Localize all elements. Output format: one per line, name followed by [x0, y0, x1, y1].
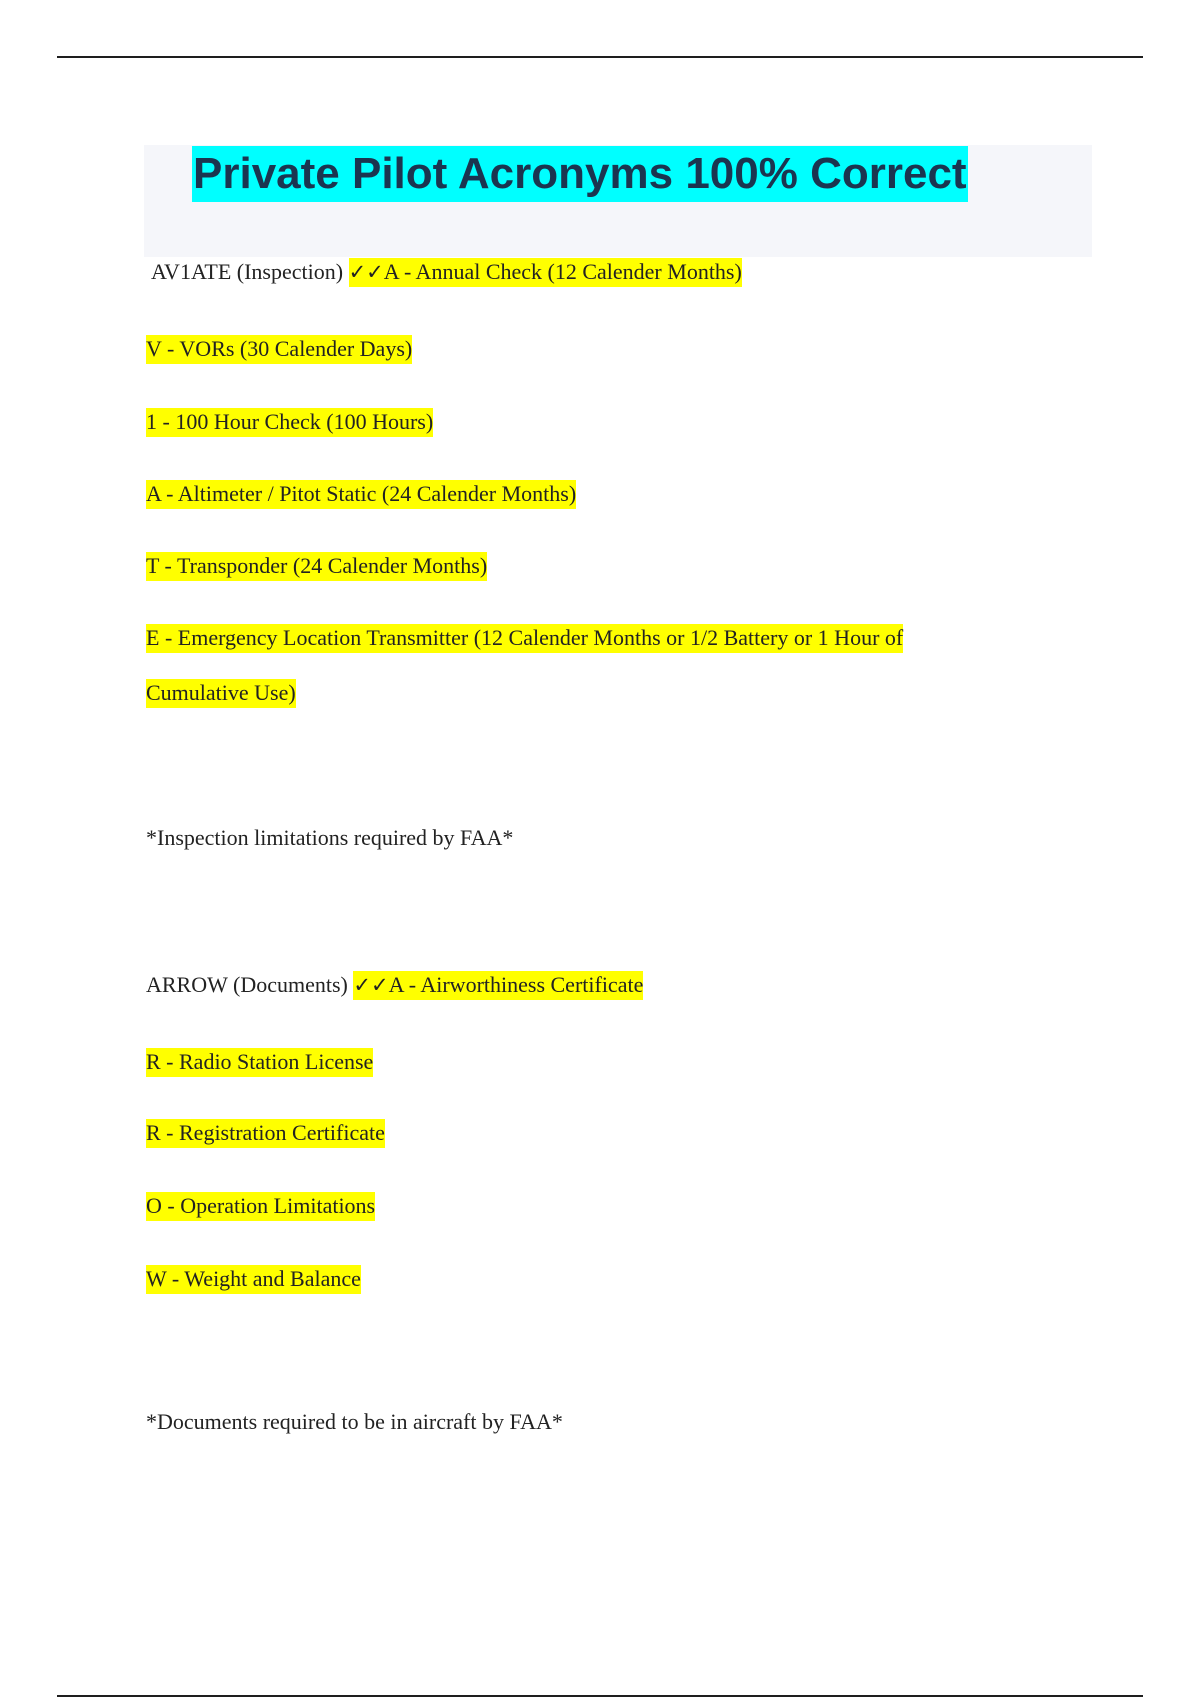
document-title: Private Pilot Acronyms 100% Correct [192, 146, 968, 202]
list-item: T - Transponder (24 Calender Months) [146, 552, 487, 581]
arrow-item-w [146, 1264, 361, 1294]
aviate-first-item [349, 258, 742, 287]
aviate-lead-line [151, 257, 742, 287]
list-item: A - Altimeter / Pitot Static (24 Calender Months) [146, 480, 576, 509]
aviate-item-e [146, 623, 903, 653]
aviate-item-v [146, 334, 412, 364]
list-item: R - Registration Certificate [146, 1119, 385, 1148]
list-item: V - VORs (30 Calender Days) [146, 335, 412, 364]
list-item: W - Weight and Balance [146, 1265, 361, 1294]
page-top-rule [57, 56, 1143, 58]
aviate-item-1 [146, 407, 433, 437]
aviate-item-a [146, 479, 576, 509]
arrow-note: *Documents required to be in aircraft by FAA* [146, 1409, 563, 1434]
arrow-first-item [353, 971, 643, 1000]
arrow-lead-label: ARROW (Documents) [146, 972, 348, 997]
arrow-first-item-text: A - Airworthiness Certificate [388, 972, 644, 997]
aviate-item-t [146, 551, 487, 581]
list-item: R - Radio Station License [146, 1048, 373, 1077]
arrow-item-r1 [146, 1047, 373, 1077]
aviate-note: *Inspection limitations required by FAA* [146, 825, 514, 850]
page-bottom-rule [57, 1695, 1143, 1697]
double-check-icon: ✓✓ [353, 973, 389, 997]
aviate-first-item-text: A - Annual Check (12 Calender Months) [383, 259, 742, 284]
double-check-icon: ✓✓ [348, 260, 384, 284]
arrow-lead-line [146, 970, 643, 1000]
aviate-item-e-continuation [146, 678, 296, 708]
list-item: O - Operation Limitations [146, 1192, 375, 1221]
arrow-item-r2 [146, 1118, 385, 1148]
aviate-lead-label: AV1ATE (Inspection) [151, 259, 344, 284]
list-item-continuation: Cumulative Use) [146, 679, 296, 708]
arrow-item-o [146, 1191, 375, 1221]
list-item: 1 - 100 Hour Check (100 Hours) [146, 408, 433, 437]
list-item: E - Emergency Location Transmitter (12 Calender Months or 1/2 Battery or 1 Hour of [146, 624, 903, 653]
